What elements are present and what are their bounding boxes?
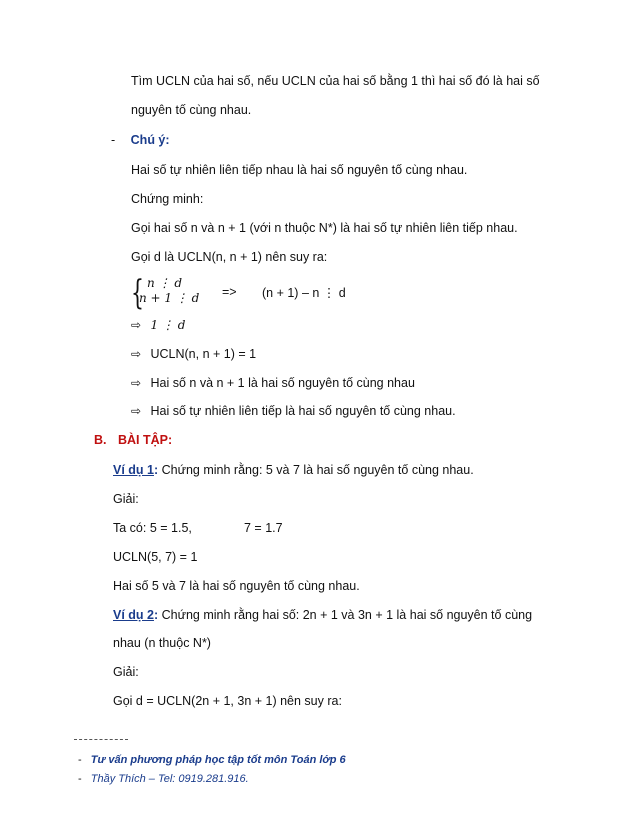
example-1-label: Ví dụ 1 — [113, 463, 154, 477]
example-1-solution-label: Giải: — [113, 492, 139, 506]
footer-line-1 — [78, 754, 346, 766]
example-2-step-1: Gọi d = UCLN(2n + 1, 3n + 1) nên suy ra: — [113, 694, 342, 708]
conclusion-4-text: Hai số tự nhiên liên tiếp là hai số nguyên tố cùng nhau. — [150, 404, 456, 418]
intro-line-2: nguyên tố cùng nhau. — [131, 103, 252, 117]
note-statement: Hai số tự nhiên liên tiếp nhau là hai số nguyên tố cùng nhau. — [131, 163, 468, 177]
note-dash: - — [111, 133, 116, 147]
example-2-solution-label: Giải: — [113, 665, 139, 679]
implies-symbol: => — [222, 285, 237, 299]
conclusion-4 — [131, 404, 456, 418]
intro-line-1: Tìm UCLN của hai số, nếu UCLN của hai số bằng 1 thì hai số đó là hai số — [131, 74, 540, 88]
example-1-taco: Ta có: 5 = 1.5, — [113, 521, 192, 535]
example-2-text: Chứng minh rằng hai số: 2n + 1 và 3n + 1 là hai số nguyên tố cùng — [158, 608, 533, 622]
example-1-line — [113, 463, 474, 477]
proof-line-1: Gọi hai số n và n + 1 (với n thuộc N*) là hai số tự nhiên liên tiếp nhau. — [131, 221, 518, 235]
proof-line-2: Gọi d là UCLN(n, n + 1) nên suy ra: — [131, 250, 328, 264]
arrow-icon: ⇨ — [131, 347, 142, 361]
example-1-colon: : — [153, 463, 159, 477]
system-brace: { — [131, 273, 144, 313]
conclusion-1 — [131, 318, 185, 332]
example-2-line — [113, 608, 532, 622]
note-heading — [111, 133, 170, 147]
arrow-icon: ⇨ — [131, 318, 142, 332]
example-1-ucln: UCLN(5, 7) = 1 — [113, 550, 198, 564]
example-1-seven: 7 = 1.7 — [244, 521, 283, 535]
section-b-title: BÀI TẬP: — [117, 433, 173, 447]
example-1-conclusion: Hai số 5 và 7 là hai số nguyên tố cùng nhau. — [113, 579, 360, 593]
conclusion-3 — [131, 376, 415, 390]
section-b-label: B. — [94, 433, 107, 447]
conclusion-2-text: UCLN(n, n + 1) = 1 — [150, 347, 257, 361]
footer-separator — [74, 739, 128, 740]
footer-dash-2: - — [78, 773, 82, 785]
system-eq-2: n + 1 ⋮ d — [139, 291, 200, 305]
example-2-line-2: nhau (n thuộc N*) — [113, 636, 211, 650]
example-1-text: Chứng minh rằng: 5 và 7 là hai số nguyên tố cùng nhau. — [158, 463, 474, 477]
example-2-colon: : — [153, 608, 159, 622]
section-b-heading — [94, 433, 172, 447]
arrow-icon: ⇨ — [131, 404, 142, 418]
system-eq-1: n ⋮ d — [147, 276, 183, 290]
footer-text-2: Thầy Thích – Tel: 0919.281.916. — [90, 773, 249, 785]
arrow-icon: ⇨ — [131, 376, 142, 390]
footer-text-1: Tư vấn phương pháp học tập tốt môn Toán lớp 6 — [90, 754, 346, 766]
note-heading-text: Chú ý: — [130, 133, 170, 147]
conclusion-3-text: Hai số n và n + 1 là hai số nguyên tố cùng nhau — [150, 376, 415, 390]
example-2-label: Ví dụ 2 — [113, 608, 154, 622]
proof-label: Chứng minh: — [131, 192, 204, 206]
footer-dash-1: - — [78, 754, 82, 766]
footer-line-2 — [78, 773, 249, 785]
conclusion-1-text: 1 ⋮ d — [150, 318, 186, 332]
conclusion-2 — [131, 347, 256, 361]
difference-divisible: (n + 1) – n ⋮ d — [262, 286, 346, 300]
